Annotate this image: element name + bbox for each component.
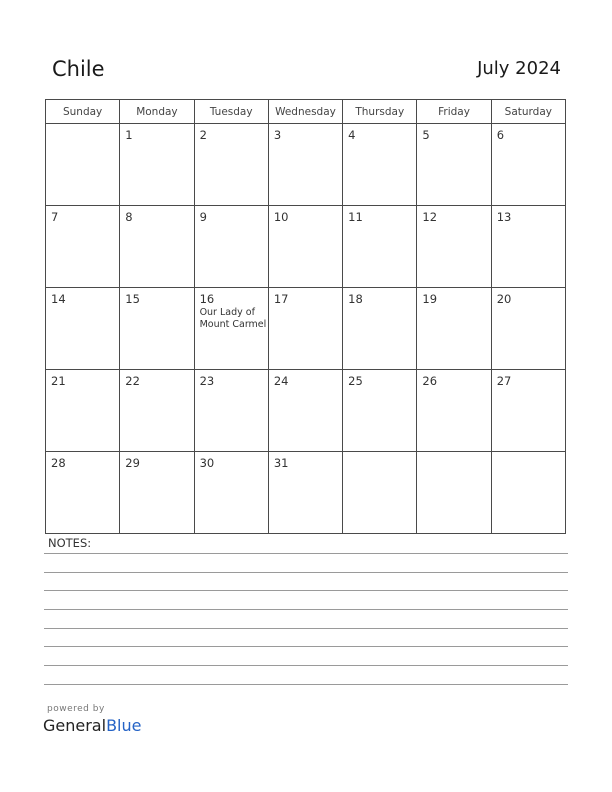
day-number: 8 [125,210,133,224]
day-number: 22 [125,374,140,388]
note-line [44,628,568,629]
day-number: 27 [496,374,512,388]
day-cell [417,370,491,452]
day-number: 30 [199,456,215,470]
day-cell [491,206,565,288]
notes-label: NOTES: [48,536,92,550]
note-line [44,609,568,610]
day-cell [417,452,491,534]
day-number: 28 [51,456,66,470]
brand-name-part2: Blue [106,716,142,735]
day-cell [268,452,342,534]
day-number: 10 [273,210,289,224]
day-cell [194,124,268,206]
day-cell [491,452,565,534]
day-number: 26 [422,374,438,388]
day-number: 29 [125,456,140,470]
day-cell [120,288,194,370]
day-cell [343,288,417,370]
day-cell [491,370,565,452]
day-number: 14 [51,292,66,306]
week-row [46,124,566,206]
day-number: 11 [348,210,363,224]
powered-by-label: powered by [47,704,105,714]
weekday-header: Tuesday [194,100,268,124]
day-number: 6 [496,128,505,142]
day-cell [120,370,194,452]
day-cell [46,288,120,370]
day-cell [417,124,491,206]
note-line [44,646,568,647]
day-cell [194,370,268,452]
week-row [46,452,566,534]
note-line [44,590,568,591]
day-number: 21 [51,374,66,388]
day-number: 2 [199,128,207,142]
weekday-header: Saturday [491,100,565,124]
day-number: 1 [125,128,133,142]
day-cell [120,206,194,288]
day-number: 7 [51,210,59,224]
weekday-header: Sunday [46,100,120,124]
day-cell [194,206,268,288]
holiday-label: Our Lady of Mount Carmel [199,307,267,330]
day-cell [268,370,342,452]
day-cell [268,288,342,370]
weekday-header-row [46,100,566,124]
note-line [44,684,568,685]
note-line [44,665,568,666]
weekday-header: Monday [120,100,194,124]
day-cell [194,288,268,370]
day-cell [343,370,417,452]
weekday-header: Friday [417,100,491,124]
week-row [46,288,566,370]
day-number: 12 [422,210,438,224]
day-number: 4 [348,128,356,142]
day-cell [120,124,194,206]
day-cell [120,452,194,534]
day-number: 24 [273,374,289,388]
day-number: 31 [273,456,289,470]
day-number: 3 [273,128,282,142]
day-cell [46,124,120,206]
day-cell [46,206,120,288]
day-number: 13 [496,210,512,224]
day-number: 16 [199,292,215,306]
day-number: 15 [125,292,140,306]
day-cell [491,124,565,206]
day-cell [343,124,417,206]
brand-name-part1: General [43,716,107,735]
day-number: 23 [199,374,215,388]
brand-logo [43,716,141,736]
week-row [46,206,566,288]
day-number: 25 [348,374,363,388]
day-cell [268,206,342,288]
day-cell [46,452,120,534]
day-cell [417,288,491,370]
day-cell [343,206,417,288]
weekday-header: Thursday [343,100,417,124]
calendar-grid [45,99,566,534]
day-cell [491,288,565,370]
day-number: 17 [273,292,289,306]
weekday-header: Wednesday [268,100,342,124]
day-number: 5 [422,128,430,142]
page-title-country: Chile [52,57,105,81]
day-cell [417,206,491,288]
page-title-month: July 2024 [477,58,561,79]
day-cell [46,370,120,452]
day-number: 19 [422,292,438,306]
day-number: 9 [199,210,207,224]
note-line [44,553,568,554]
note-line [44,572,568,573]
day-number: 20 [496,292,512,306]
day-number: 18 [348,292,363,306]
week-row [46,370,566,452]
day-cell [268,124,342,206]
day-cell [194,452,268,534]
day-cell [343,452,417,534]
